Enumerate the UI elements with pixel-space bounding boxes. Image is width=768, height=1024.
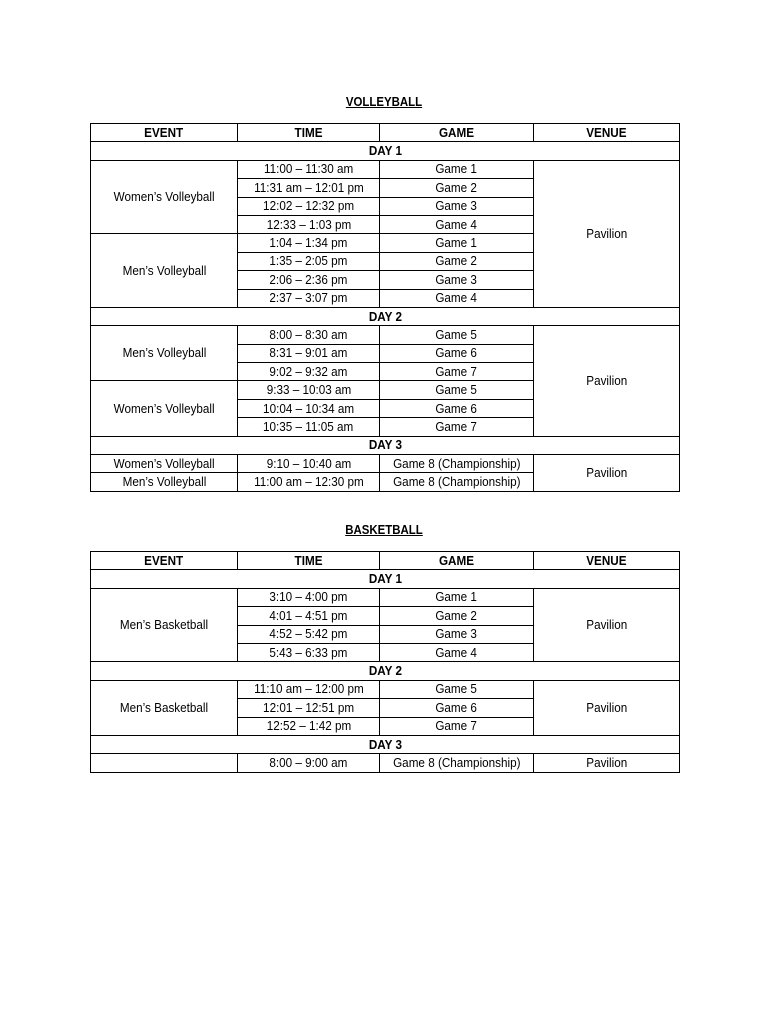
- time-cell: 1:04 – 1:34 pm: [238, 234, 380, 252]
- event-cell: Men’s Volleyball: [91, 326, 238, 381]
- game-cell: Game 6: [380, 399, 534, 417]
- time-cell: 12:02 – 12:32 pm: [238, 197, 380, 215]
- day-row: [91, 307, 680, 325]
- table-header-row: [91, 552, 680, 570]
- table-header-row: [91, 124, 680, 142]
- time-cell: 11:31 am – 12:01 pm: [238, 179, 380, 197]
- time-cell: 9:02 – 9:32 am: [238, 363, 380, 381]
- game-cell: Game 1: [380, 160, 534, 178]
- venue-cell: Pavilion: [534, 326, 680, 436]
- day-row: [91, 436, 680, 454]
- game-cell: Game 5: [380, 680, 534, 698]
- time-cell: 2:06 – 2:36 pm: [238, 271, 380, 289]
- game-cell: Game 3: [380, 197, 534, 215]
- header-venue: VENUE: [534, 124, 680, 142]
- time-cell: 5:43 – 6:33 pm: [238, 643, 380, 661]
- time-cell: 9:33 – 10:03 am: [238, 381, 380, 399]
- venue-cell: Pavilion: [534, 160, 680, 307]
- time-cell: 10:35 – 11:05 am: [238, 418, 380, 436]
- table-row: [91, 326, 680, 344]
- time-cell: 11:00 – 11:30 am: [238, 160, 380, 178]
- header-time: TIME: [238, 124, 380, 142]
- volleyball-schedule-table: [90, 123, 680, 492]
- game-cell: Game 2: [380, 179, 534, 197]
- time-cell: 9:10 – 10:40 am: [238, 455, 380, 473]
- day-label: DAY 3: [91, 735, 680, 753]
- time-cell: 12:01 – 12:51 pm: [238, 699, 380, 717]
- game-cell: Game 5: [380, 381, 534, 399]
- game-cell: Game 1: [380, 588, 534, 606]
- time-cell: 4:52 – 5:42 pm: [238, 625, 380, 643]
- game-cell: Game 4: [380, 289, 534, 307]
- event-cell: [91, 754, 238, 772]
- time-cell: 8:00 – 8:30 am: [238, 326, 380, 344]
- game-cell: Game 8 (Championship): [380, 455, 534, 473]
- basketball-schedule-table: [90, 551, 680, 773]
- header-time: TIME: [238, 552, 380, 570]
- game-cell: Game 3: [380, 271, 534, 289]
- header-event: EVENT: [91, 124, 238, 142]
- game-cell: Game 2: [380, 252, 534, 270]
- venue-cell: Pavilion: [534, 588, 680, 662]
- time-cell: 3:10 – 4:00 pm: [238, 588, 380, 606]
- day-row: [91, 142, 680, 160]
- game-cell: Game 6: [380, 344, 534, 362]
- event-cell: Men’s Basketball: [91, 588, 238, 662]
- day-label: DAY 1: [91, 142, 680, 160]
- time-cell: 11:10 am – 12:00 pm: [238, 680, 380, 698]
- table-row: [91, 588, 680, 606]
- game-cell: Game 6: [380, 699, 534, 717]
- day-label: DAY 1: [91, 570, 680, 588]
- header-game: GAME: [380, 124, 534, 142]
- day-label: DAY 3: [91, 436, 680, 454]
- event-cell: Women’s Volleyball: [91, 381, 238, 436]
- event-cell: Men’s Volleyball: [91, 234, 238, 308]
- time-cell: 2:37 – 3:07 pm: [238, 289, 380, 307]
- game-cell: Game 1: [380, 234, 534, 252]
- day-row: [91, 570, 680, 588]
- event-cell: Women’s Volleyball: [91, 455, 238, 473]
- table-row: [91, 160, 680, 178]
- game-cell: Game 3: [380, 625, 534, 643]
- day-label: DAY 2: [91, 662, 680, 680]
- game-cell: Game 2: [380, 607, 534, 625]
- table-row: [91, 455, 680, 473]
- time-cell: 11:00 am – 12:30 pm: [238, 473, 380, 491]
- day-row: [91, 662, 680, 680]
- time-cell: 10:04 – 10:34 am: [238, 399, 380, 417]
- time-cell: 4:01 – 4:51 pm: [238, 607, 380, 625]
- event-cell: Women’s Volleyball: [91, 160, 238, 234]
- header-game: GAME: [380, 552, 534, 570]
- game-cell: Game 8 (Championship): [380, 473, 534, 491]
- game-cell: Game 7: [380, 418, 534, 436]
- time-cell: 8:00 – 9:00 am: [238, 754, 380, 772]
- game-cell: Game 5: [380, 326, 534, 344]
- basketball-title: BASKETBALL: [345, 522, 423, 537]
- time-cell: 12:52 – 1:42 pm: [238, 717, 380, 735]
- day-label: DAY 2: [91, 307, 680, 325]
- volleyball-title: VOLLEYBALL: [345, 94, 423, 109]
- event-cell: Men’s Volleyball: [91, 473, 238, 491]
- venue-cell: Pavilion: [534, 754, 680, 772]
- day-row: [91, 735, 680, 753]
- game-cell: Game 7: [380, 363, 534, 381]
- time-cell: 8:31 – 9:01 am: [238, 344, 380, 362]
- table-row: [91, 754, 680, 772]
- game-cell: Game 8 (Championship): [380, 754, 534, 772]
- header-venue: VENUE: [534, 552, 680, 570]
- time-cell: 1:35 – 2:05 pm: [238, 252, 380, 270]
- game-cell: Game 4: [380, 643, 534, 661]
- game-cell: Game 4: [380, 215, 534, 233]
- time-cell: 12:33 – 1:03 pm: [238, 215, 380, 233]
- header-event: EVENT: [91, 552, 238, 570]
- game-cell: Game 7: [380, 717, 534, 735]
- event-cell: Men’s Basketball: [91, 680, 238, 735]
- venue-cell: Pavilion: [534, 680, 680, 735]
- table-row: [91, 680, 680, 698]
- venue-cell: Pavilion: [534, 455, 680, 492]
